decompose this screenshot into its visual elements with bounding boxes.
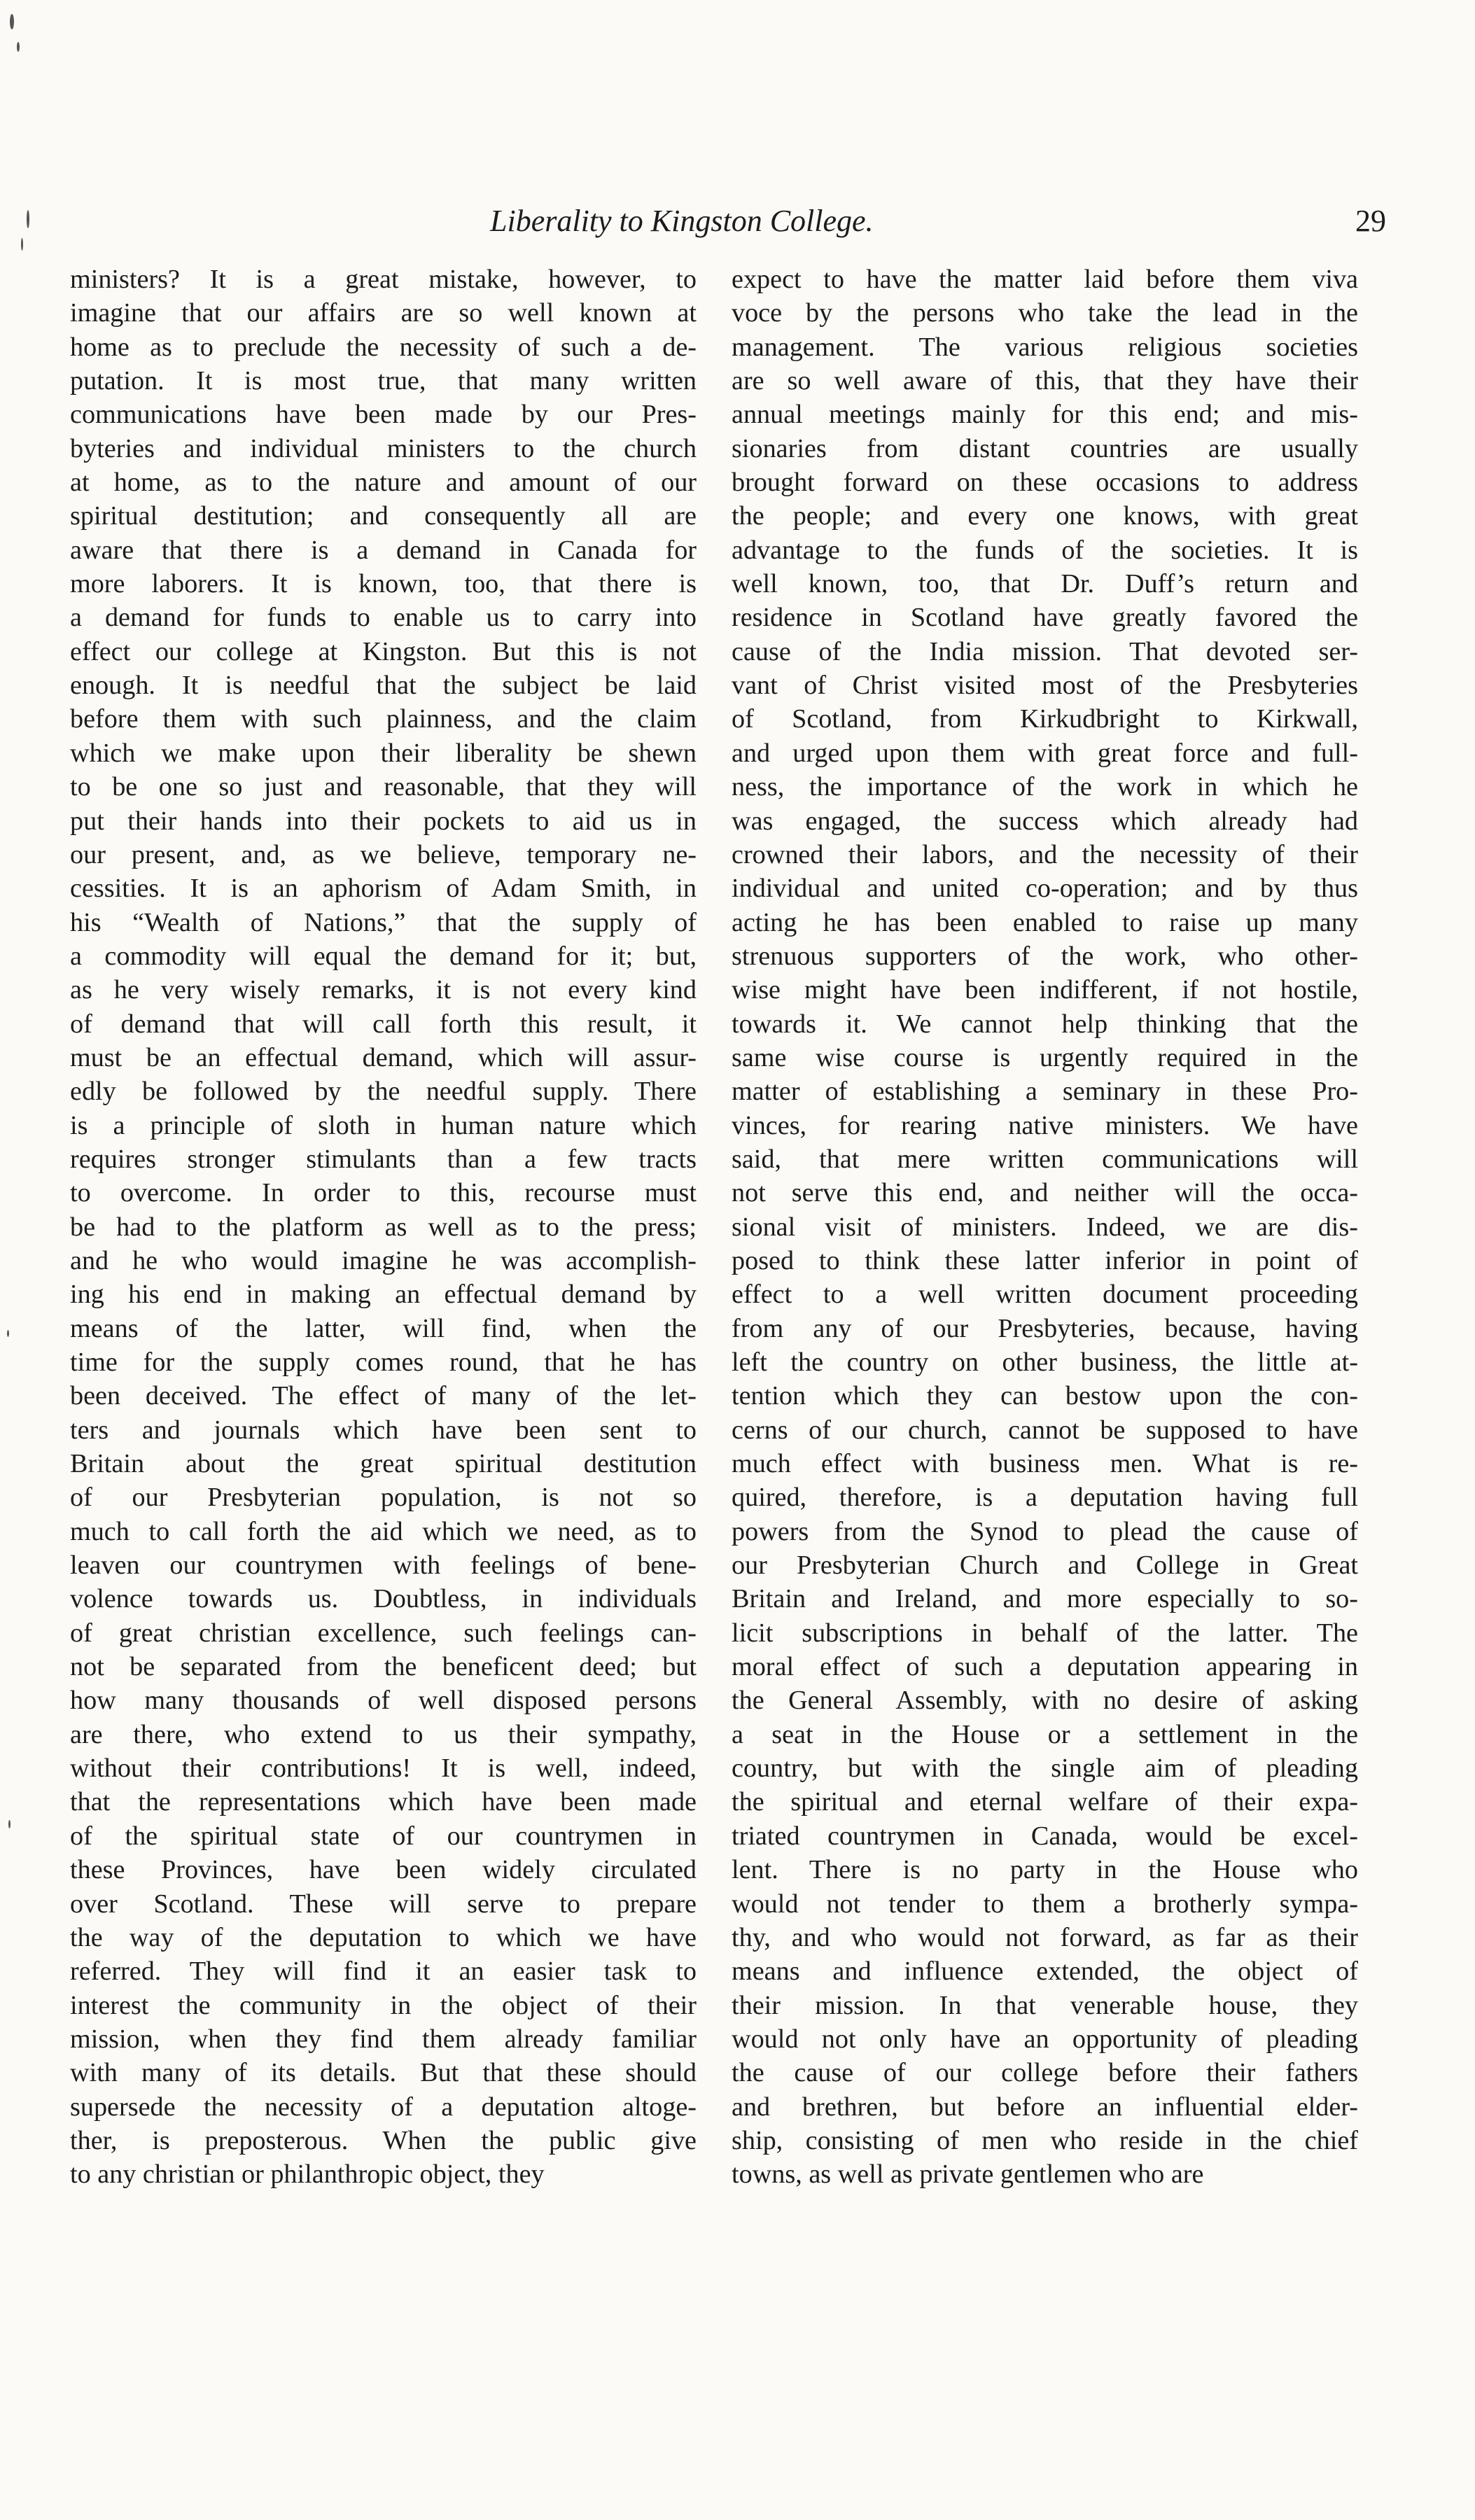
text-line: licit subscriptions in behalf of the latter. The [732, 1618, 1358, 1648]
text-line: imagine that our affairs are so well known at [70, 298, 697, 328]
text-line: effect our college at Kingston. But this is not [70, 636, 697, 666]
text-line: his “Wealth of Nations,” that the supply of [70, 907, 697, 937]
text-line: means of the latter, will find, when the [70, 1313, 697, 1343]
text-line: means and influence extended, the object of [732, 1956, 1358, 1987]
text-line: would not tender to them a brotherly sympa- [732, 1889, 1358, 1919]
text-line: country, but with the single aim of pleading [732, 1754, 1358, 1784]
text-line: before them with such plainness, and the claim [70, 704, 697, 734]
text-line: would not only have an opportunity of pleading [732, 2024, 1358, 2054]
text-line: the spiritual and eternal welfare of their expa- [732, 1787, 1358, 1817]
text-line: and urged upon them with great force and full- [732, 738, 1358, 768]
text-line: more laborers. It is known, too, that there is [70, 569, 697, 599]
text-line: strenuous supporters of the work, who other- [732, 941, 1358, 971]
text-line: without their contributions! It is well, indeed, [70, 1754, 697, 1784]
text-line: ther, is preposterous. When the public give [70, 2125, 697, 2155]
text-line: triated countrymen in Canada, would be excel- [732, 1821, 1358, 1851]
text-line: interest the community in the object of their [70, 1990, 697, 2020]
text-line: cause of the India mission. That devoted ser- [732, 636, 1358, 666]
text-line: that the representations which have been made [70, 1787, 697, 1817]
page-number: 29 [1355, 204, 1386, 238]
left-text-column [70, 262, 697, 2192]
text-line: mission, when they find them already familiar [70, 2024, 697, 2054]
text-line: a commodity will equal the demand for it; but, [70, 941, 697, 971]
text-line: the way of the deputation to which we have [70, 1922, 697, 1952]
text-line: to be one so just and reasonable, that they will [70, 772, 697, 802]
text-line: well known, too, that Dr. Duff’s return and [732, 569, 1358, 599]
text-line: home as to preclude the necessity of such a de- [70, 332, 697, 362]
text-line: of demand that will call forth this result, it [70, 1009, 697, 1039]
text-line: put their hands into their pockets to aid us in [70, 806, 697, 836]
text-line: cerns of our church, cannot be supposed to have [732, 1415, 1358, 1445]
text-line: crowned their labors, and the necessity of their [732, 839, 1358, 869]
text-line: Britain and Ireland, and more especially to so- [732, 1584, 1358, 1614]
text-line: from any of our Presbyteries, because, having [732, 1313, 1358, 1343]
text-line: same wise course is urgently required in the [732, 1042, 1358, 1072]
text-line: communications have been made by our Pres- [70, 400, 697, 430]
text-line: powers from the Synod to plead the cause of [732, 1516, 1358, 1546]
text-line: spiritual destitution; and consequently all are [70, 501, 697, 531]
text-line: effect to a well written document proceeding [732, 1280, 1358, 1310]
text-line: acting he has been enabled to raise up many [732, 907, 1358, 937]
text-line: vant of Christ visited most of the Presbyteries [732, 671, 1358, 701]
text-line: lent. There is no party in the House who [732, 1855, 1358, 1885]
text-line: of great christian excellence, such feelings can- [70, 1618, 697, 1648]
text-line: posed to think these latter inferior in point of [732, 1245, 1358, 1275]
text-line: brought forward on these occasions to address [732, 468, 1358, 498]
text-line: matter of establishing a seminary in these Pro- [732, 1077, 1358, 1107]
text-line: of the spiritual state of our countrymen in [70, 1821, 697, 1851]
text-line: edly be followed by the needful supply. There [70, 1077, 697, 1107]
text-line: be had to the platform as well as to the press; [70, 1212, 697, 1242]
text-line: our present, and, as we believe, temporary ne- [70, 839, 697, 869]
text-line: towns, as well as private gentlemen who are [732, 2160, 1204, 2190]
text-line: vinces, for rearing native ministers. We have [732, 1110, 1358, 1140]
text-line: ness, the importance of the work in which he [732, 772, 1358, 802]
text-line: said, that mere written communications will [732, 1144, 1358, 1174]
text-line: of our Presbyterian population, is not so [70, 1483, 697, 1513]
text-line: the General Assembly, with no desire of asking [732, 1686, 1358, 1716]
text-line: much to call forth the aid which we need, as to [70, 1516, 697, 1546]
text-line: been deceived. The effect of many of the let- [70, 1381, 697, 1411]
text-line: as he very wisely remarks, it is not every kind [70, 975, 697, 1005]
text-line: cessities. It is an aphorism of Adam Smith, in [70, 874, 697, 904]
text-line: are so well aware of this, that they have their [732, 366, 1358, 396]
text-line: and he who would imagine he was accomplish- [70, 1245, 697, 1275]
text-line: a seat in the House or a settlement in the [732, 1719, 1358, 1749]
text-line: not serve this end, and neither will the occa- [732, 1178, 1358, 1208]
text-line: time for the supply comes round, that he has [70, 1348, 697, 1377]
text-line: advantage to the funds of the societies. It is [732, 535, 1358, 565]
text-line: towards it. We cannot help thinking that the [732, 1009, 1358, 1039]
text-line: was engaged, the success which already had [732, 806, 1358, 836]
text-line: of Scotland, from Kirkudbright to Kirkwall, [732, 704, 1358, 734]
text-line: enough. It is needful that the subject be laid [70, 671, 697, 701]
text-line: over Scotland. These will serve to prepare [70, 1889, 697, 1919]
text-line: voce by the persons who take the lead in the [732, 298, 1358, 328]
text-line: referred. They will find it an easier task to [70, 1956, 697, 1987]
text-line: Britain about the great spiritual destitution [70, 1449, 697, 1479]
text-line: supersede the necessity of a deputation altoge- [70, 2092, 697, 2122]
text-line: which we make upon their liberality be shewn [70, 738, 697, 768]
text-line: annual meetings mainly for this end; and mis- [732, 400, 1358, 430]
text-line: not be separated from the beneficent deed; but [70, 1652, 697, 1682]
text-line: left the country on other business, the little at- [732, 1348, 1358, 1377]
text-line: how many thousands of well disposed persons [70, 1686, 697, 1716]
text-line: volence towards us. Doubtless, in individuals [70, 1584, 697, 1614]
text-line: requires stronger stimulants than a few tracts [70, 1144, 697, 1174]
text-line: wise might have been indifferent, if not hostile, [732, 975, 1358, 1005]
text-line: ters and journals which have been sent to [70, 1415, 697, 1445]
text-line: leaven our countrymen with feelings of bene- [70, 1550, 697, 1581]
text-line: their mission. In that venerable house, they [732, 1990, 1358, 2020]
text-line: expect to have the matter laid before them viva [732, 265, 1358, 294]
text-line: ministers? It is a great mistake, however, to [70, 265, 697, 294]
text-line: a demand for funds to enable us to carry into [70, 603, 697, 633]
text-line: thy, and who would not forward, as far as their [732, 1922, 1358, 1952]
text-line: putation. It is most true, that many written [70, 366, 697, 396]
text-line: at home, as to the nature and amount of our [70, 468, 697, 498]
scan-margin-artifacts [0, 0, 42, 2520]
text-line: is a principle of sloth in human nature which [70, 1110, 697, 1140]
text-line: our Presbyterian Church and College in Great [732, 1550, 1358, 1581]
text-line: and brethren, but before an influential elder- [732, 2092, 1358, 2122]
text-line: much effect with business men. What is re- [732, 1449, 1358, 1479]
text-line: to overcome. In order to this, recourse must [70, 1178, 697, 1208]
text-line: management. The various religious societies [732, 332, 1358, 362]
page-header [490, 203, 1386, 245]
text-line: to any christian or philanthropic object, they [70, 2160, 545, 2190]
right-text-column [732, 262, 1358, 2192]
text-line: aware that there is a demand in Canada for [70, 535, 697, 565]
text-line: sionaries from distant countries are usually [732, 433, 1358, 463]
text-line: moral effect of such a deputation appearing in [732, 1652, 1358, 1682]
text-line: the cause of our college before their fathers [732, 2058, 1358, 2088]
text-line: individual and united co-operation; and by thus [732, 874, 1358, 904]
text-line: are there, who extend to us their sympathy, [70, 1719, 697, 1749]
text-line: must be an effectual demand, which will assur- [70, 1042, 697, 1072]
text-line: sional visit of ministers. Indeed, we are dis- [732, 1212, 1358, 1242]
text-line: the people; and every one knows, with great [732, 501, 1358, 531]
text-line: these Provinces, have been widely circulated [70, 1855, 697, 1885]
text-line: tention which they can bestow upon the con- [732, 1381, 1358, 1411]
text-line: byteries and individual ministers to the church [70, 433, 697, 463]
running-title: Liberality to Kingston College. [490, 204, 874, 238]
text-line: ship, consisting of men who reside in the chief [732, 2125, 1358, 2155]
text-line: quired, therefore, is a deputation having full [732, 1483, 1358, 1513]
text-line: ing his end in making an effectual demand by [70, 1280, 697, 1310]
text-line: residence in Scotland have greatly favored the [732, 603, 1358, 633]
text-line: with many of its details. But that these should [70, 2058, 697, 2088]
